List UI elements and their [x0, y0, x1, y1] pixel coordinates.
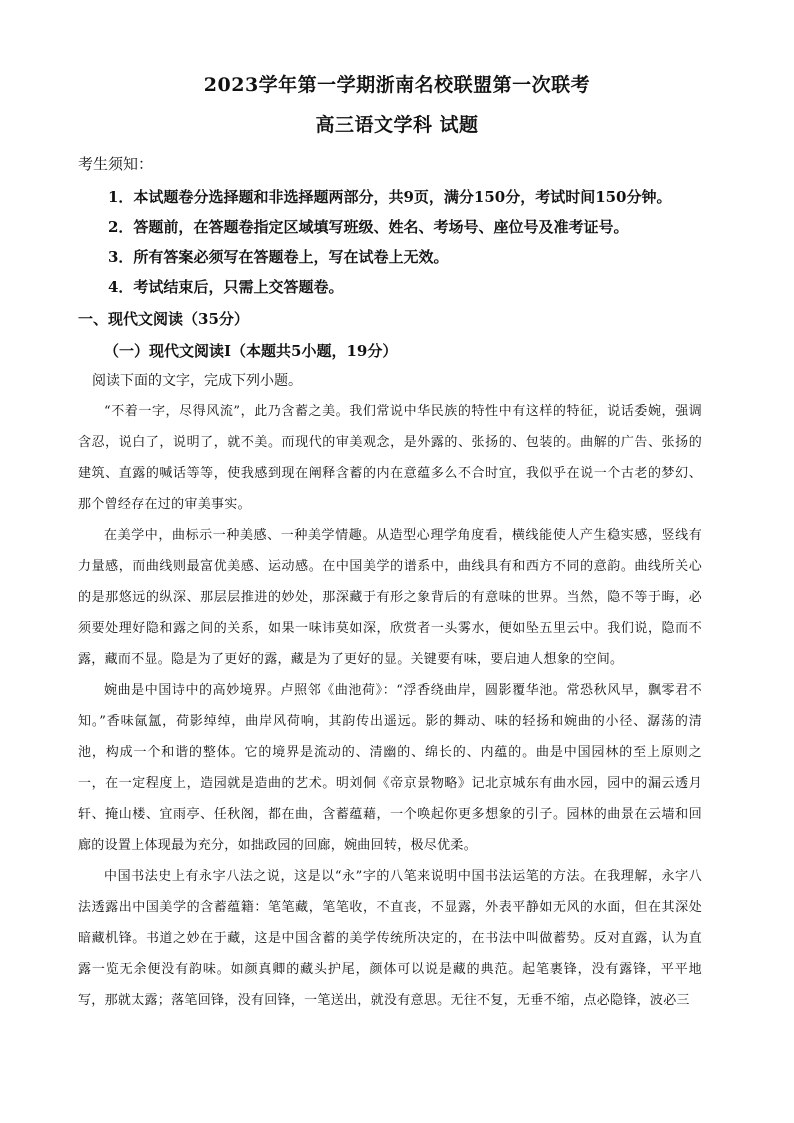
- passage-paragraph-3: 婉曲是中国诗中的高妙境界。卢照邻《曲池荷》：“浮香绕曲岸，圆影覆华池。常恐秋风早，飘零君不知。”香味氤氲，荷影绰绰，曲岸风荷响，其韵传出遥远。影的舞动、味的轻扬和婉曲的小径、潺荡的清池，构成一个和谐的整体。它的境界是流动的、清幽的、绵长的、内蕴的。曲是中国园林的至上原则之一，在一定程度上，造园就是造曲的艺术。明刘侗《帝京景物略》记北京城东有曲水园，园中的漏云透月轩、掩山楼、宜雨亭、任秋阁，都在曲，含蓄蕴藉，一个唤起你更多想象的引子。园林的曲景在云墙和回廊的设置上体现最为充分，如拙政园的回廊，婉曲回转，极尽优柔。: [78, 683, 702, 853]
- notice-item-1: 1．本试题卷分选择题和非选择题两部分，共9页，满分150分，考试时间150分钟。: [108, 188, 672, 206]
- passage-paragraph-4: 中国书法史上有永字八法之说，这是以“永”字的八笔来说明中国书法运笔的方法。在我理解，永字八法透露出中国美学的含蓄蕴籍：笔笔藏，笔笔收，不直丧，不显露，外表平静如无风的水面，但在其深处暗藏机锋。书道之妙在于藏，这是中国含蓄的美学传统所决定的，在书法中叫做蓄势。反对直露，认为直露一览无余便没有韵味。如颜真卿的藏头护尾，颜体可以说是藏的典范。起笔裹锋，没有露锋，平平地写，那就太露；落笔回锋，没有回锋，一笔送出，就没有意思。无往不复，无垂不缩，点必隐锋，波必三: [78, 869, 702, 1008]
- notice-item-4: 4．考试结束后，只需上交答题卷。: [108, 278, 344, 296]
- notice-label: 考生须知：: [78, 155, 154, 173]
- notice-item-3: 3．所有答案必须写在答题卷上，写在试卷上无效。: [108, 248, 449, 266]
- reading-instruction: 阅读下面的文字，完成下列小题。: [92, 373, 302, 389]
- notice-item-2: 2．答题前，在答题卷指定区域填写班级、姓名、考场号、座位号及准考证号。: [108, 218, 629, 236]
- passage-paragraph-1: “不着一字，尽得风流”，此乃含蓄之美。我们常说中华民族的特性中有这样的特征，说话委婉，强调含忍，说白了，说明了，就不美。而现代的审美观念，是外露的、张扬的、包装的。曲解的广告、张扬的建筑、直露的喊话等等，使我感到现在阐释含蓄的内在意蕴多么不合时宜，我似乎在说一个古老的梦幻、那个曾经存在过的审美事实。: [78, 404, 702, 512]
- subsection-heading: （一）现代文阅读Ⅰ（本题共5小题，19分）: [104, 342, 398, 360]
- exam-subtitle: 高三语文学科 试题: [315, 114, 479, 136]
- exam-title: 2023学年第一学期浙南名校联盟第一次联考: [203, 74, 591, 96]
- section-heading: 一、现代文阅读（35分）: [78, 310, 249, 328]
- passage-paragraph-2: 在美学中，曲标示一种美感、一种美学情趣。从造型心理学角度看，横线能使人产生稳实感，竖线有力量感，而曲线则最富优美感、运动感。在中国美学的谱系中，曲线具有和西方不同的意韵。曲线所关心的是那悠远的纵深、那层层推进的妙处，那深藏于有形之象背后的有意味的世界。当然，隐不等于晦，必须要处理好隐和露之间的关系，如果一味讳莫如深，欣赏者一头雾水，便如坠五里云中。我们说，隐而不露，藏而不显。隐是为了更好的露，藏是为了更好的显。关键要有味，要启迪人想象的空间。: [78, 528, 702, 667]
